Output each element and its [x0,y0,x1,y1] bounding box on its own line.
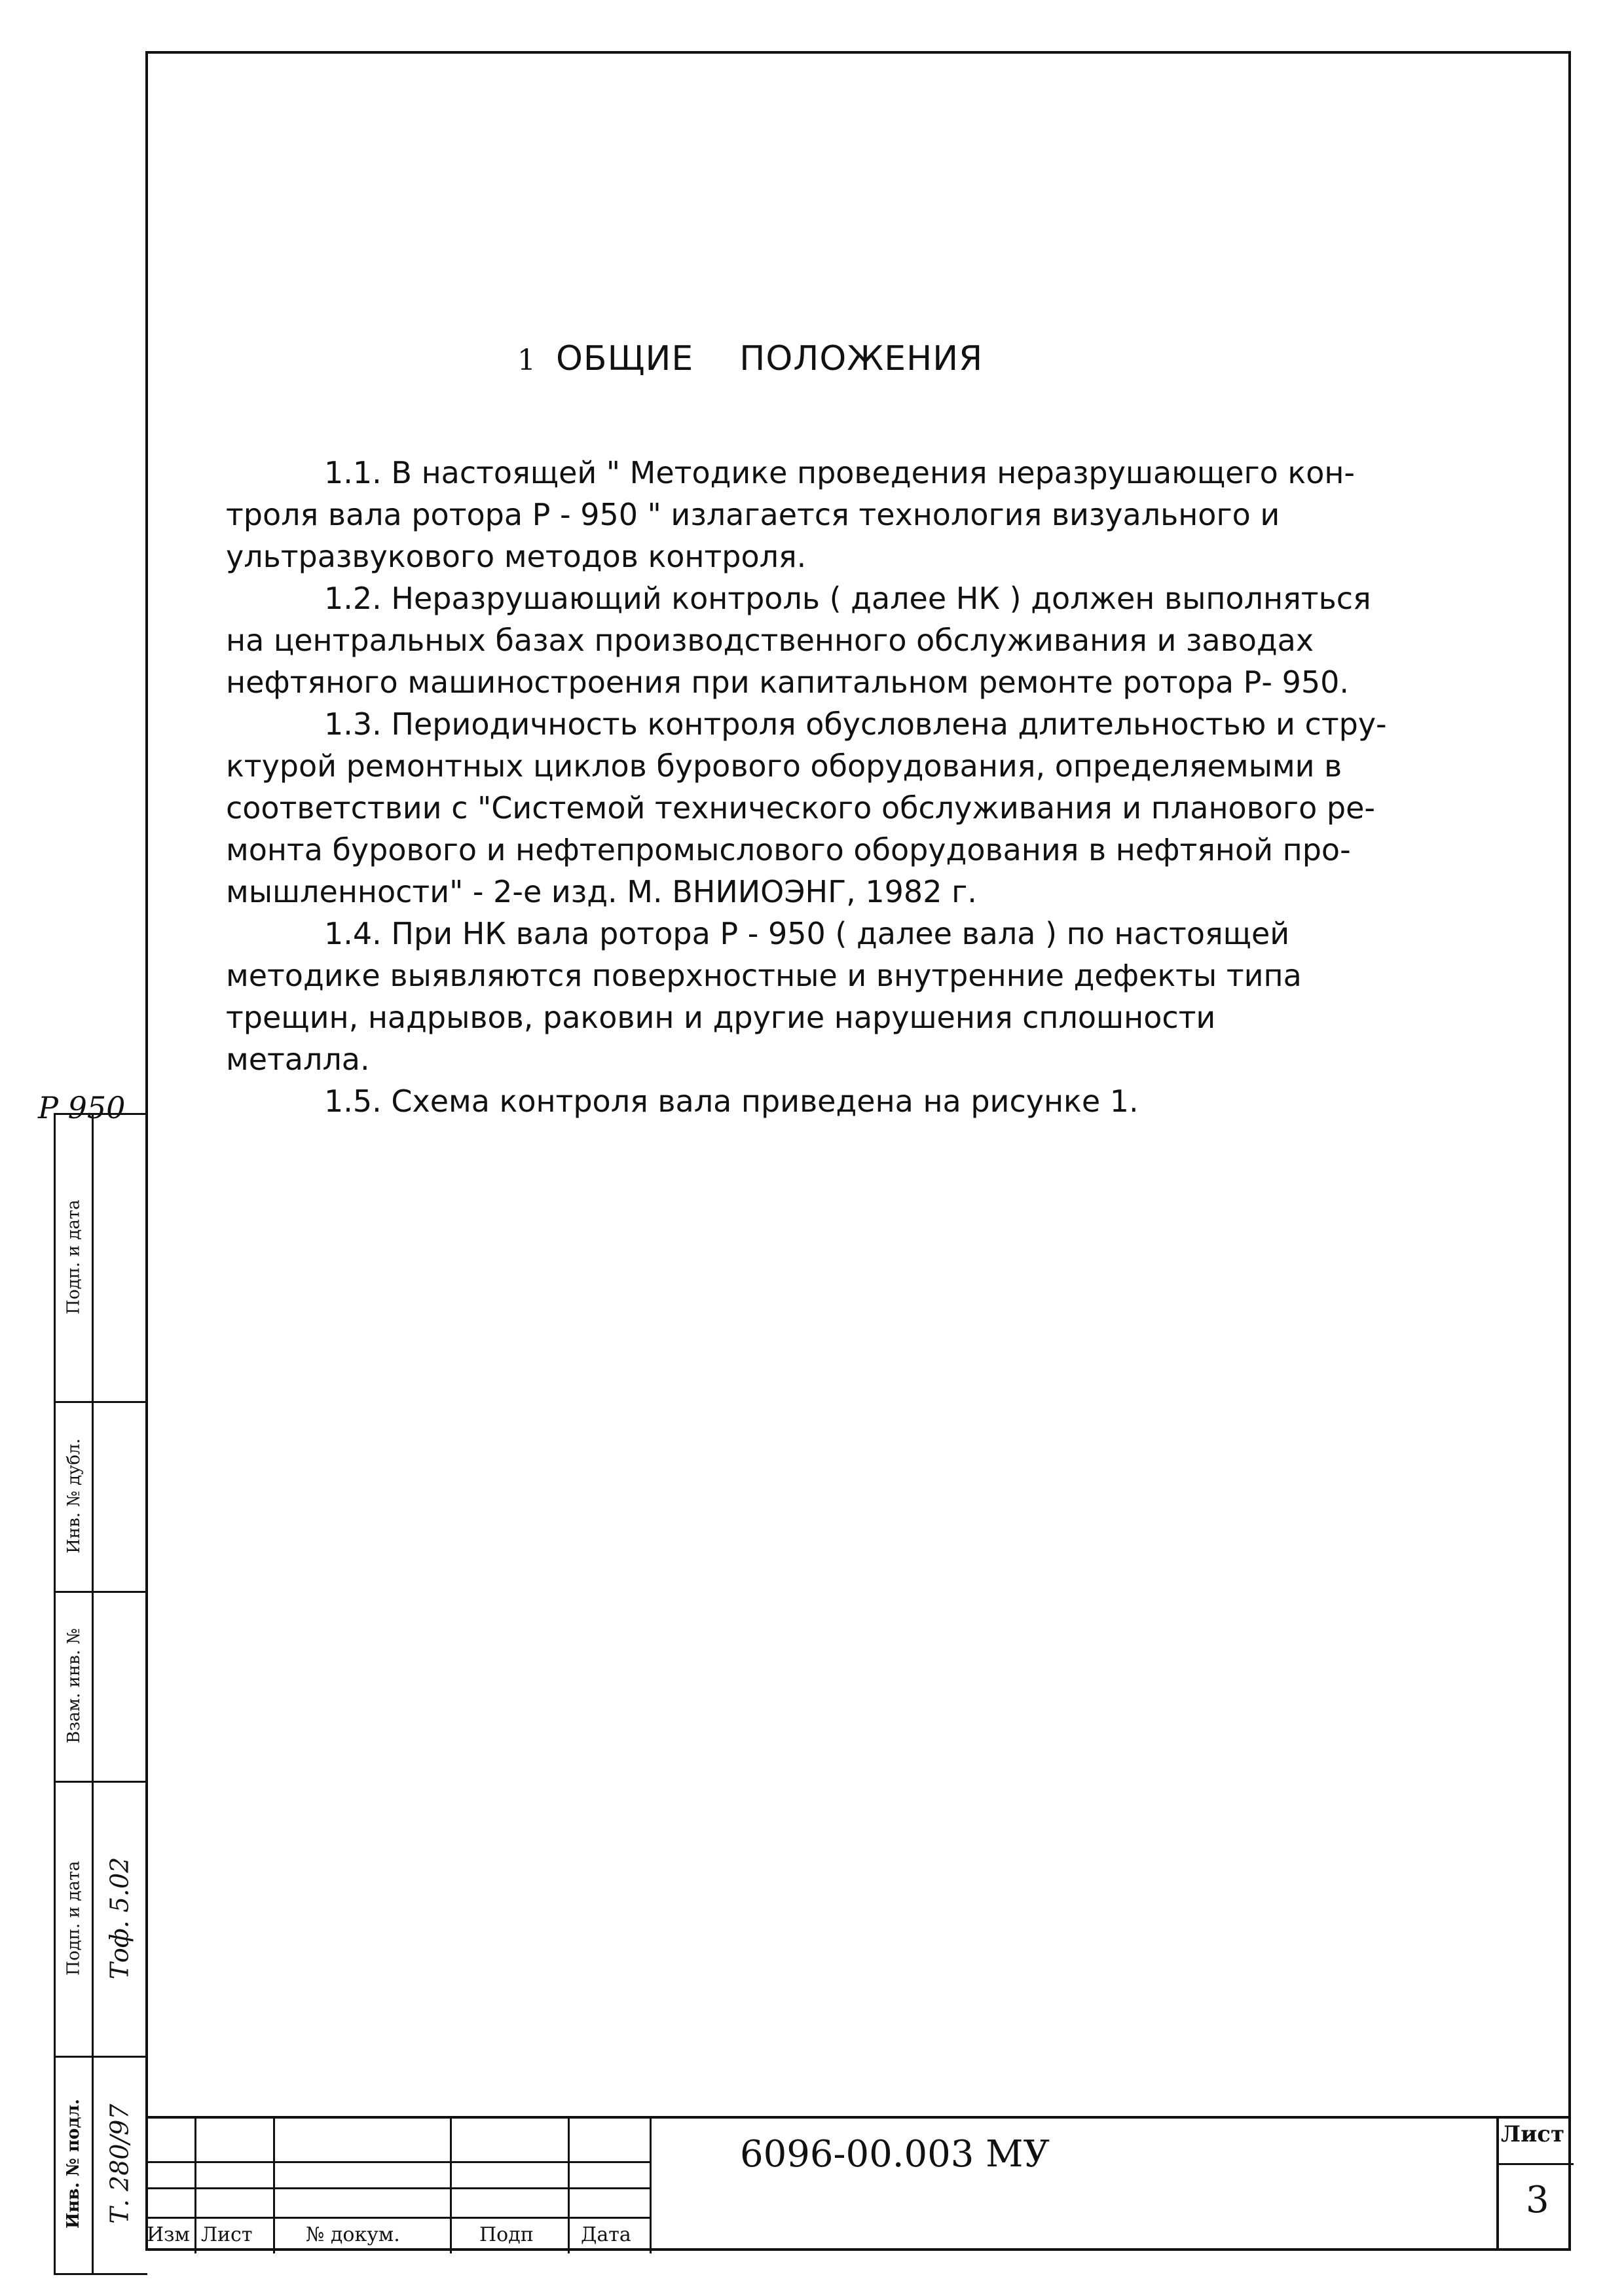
sheet-label: Лист [1501,2121,1565,2147]
col-change: Изм [147,2223,190,2246]
page-frame [145,51,1571,2251]
handwritten-signature: Тоф. 5.02 [105,1857,134,1980]
stamp-label: Р 950 [38,1090,126,1125]
heading-word-1: ОБЩИЕ [556,339,694,378]
col-date: Дата [581,2223,631,2246]
grid-line [194,2119,196,2253]
text-line: металла. [226,1042,370,1077]
body-text [226,452,1457,1122]
col-signature: Подп [479,2223,534,2246]
text-line: нефтяного машиностроения при капитальном ремонте ротора Р- 950. [226,665,1350,700]
grid-line [145,2161,650,2163]
text-line: 1.1. В настоящей " Методике проведения неразрушающего кон- [324,455,1356,490]
sheet-number: 3 [1526,2179,1549,2221]
grid-line [145,2187,650,2189]
text-line: соответствии с "Системой технического обслуживания и планового ре- [226,790,1375,826]
col-doc-number: № докум. [306,2223,400,2246]
stamp-cell-sign-date-2: Подп. и дата [64,1861,84,1976]
grid-line [450,2119,452,2253]
col-sheet: Лист [201,2223,253,2246]
section-heading [517,339,983,378]
stamp-cell-replace-inv: Взам. инв. № [64,1628,84,1743]
title-block-grid [145,2119,650,2253]
text-line: трещин, надрывов, раковин и другие нарушения сплошности [226,1000,1216,1035]
heading-word-2: ПОЛОЖЕНИЯ [739,339,984,378]
text-line: монта бурового и нефтепромыслового оборудования в нефтяной про- [226,832,1351,867]
side-stamp [54,1113,147,2275]
text-line: на центральных базах производственного обслуживания и заводах [226,623,1314,658]
document-code: 6096-00.003 МУ [740,2133,1050,2176]
text-line: 1.2. Неразрушающий контроль ( далее НК ) должен выполняться [324,581,1371,616]
text-line: ультразвукового методов контроля. [226,539,807,574]
text-line: ктурой ремонтных циклов бурового оборудования, определяемыми в [226,748,1342,784]
text-line: мышленности" - 2-е изд. М. ВНИИОЭНГ, 1982 г. [226,874,977,909]
heading-number: 1 [517,344,536,377]
stamp-cell-dup-inv: Инв. № дубл. [64,1438,84,1554]
sheet-box-divider [1499,2163,1574,2165]
handwritten-inventory: Т. 280/97 [105,2104,134,2224]
text-line: 1.5. Схема контроля вала приведена на рисунке 1. [324,1084,1139,1119]
text-line: методике выявляются поверхностные и внутренние дефекты типа [226,958,1302,993]
stamp-cell-orig-inv: Инв. № подл. [64,2098,84,2229]
text-line: 1.4. При НК вала ротора Р - 950 ( далее вала ) по настоящей [324,916,1290,951]
grid-line [145,2217,650,2219]
stamp-cell-sign-date-1: Подп. и дата [64,1199,84,1315]
grid-line [273,2119,275,2253]
grid-line [568,2119,570,2253]
side-stamp-line [56,2273,147,2275]
text-line: троля вала ротора Р - 950 " излагается технология визуального и [226,497,1280,532]
title-block-separator [650,2119,652,2253]
text-line: 1.3. Периодичность контроля обусловлена длительностью и стру- [324,706,1387,742]
